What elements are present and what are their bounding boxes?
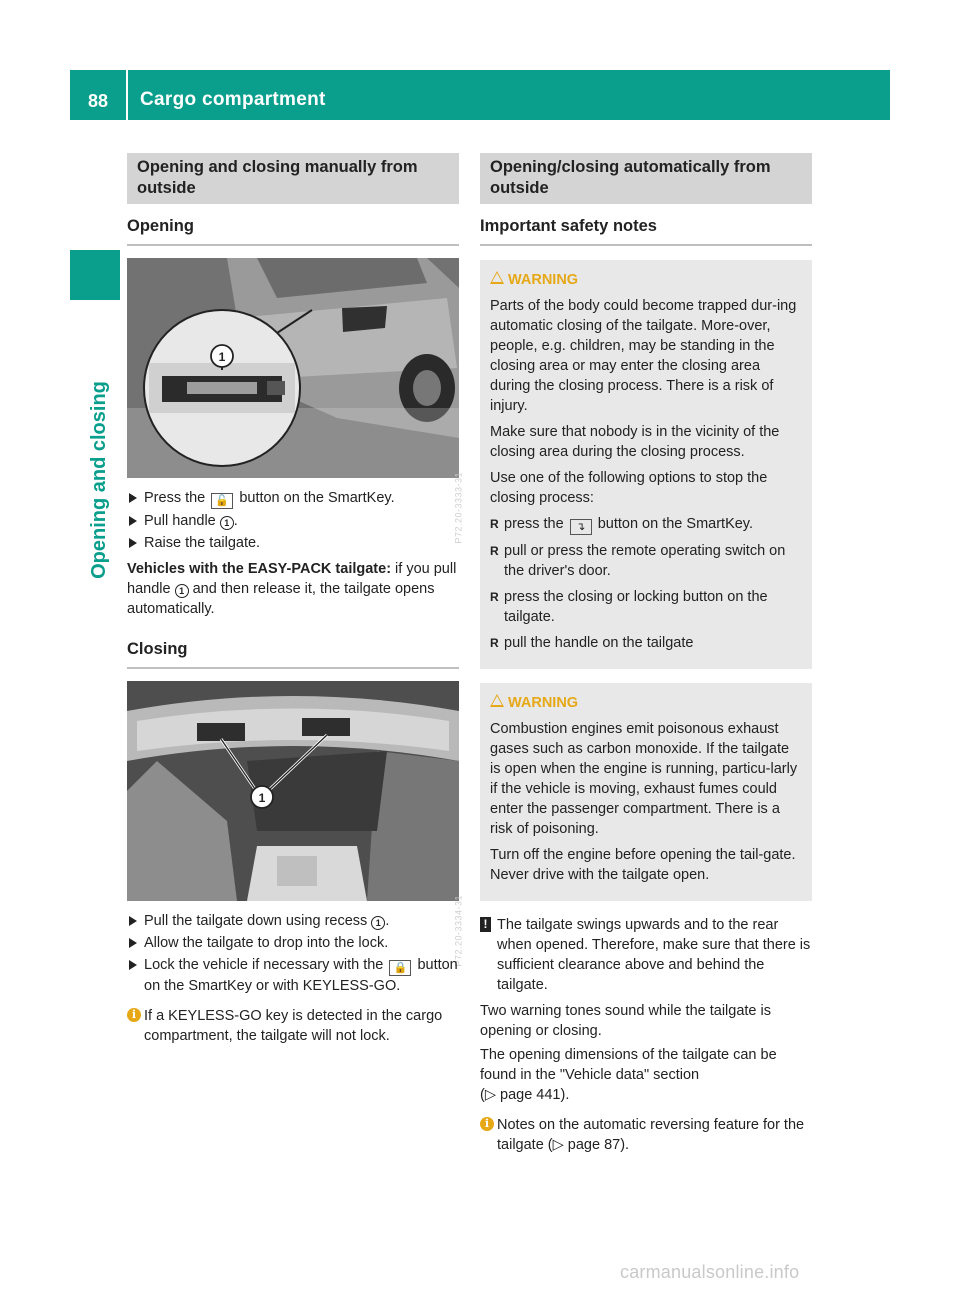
bullet-r-icon: R: [490, 517, 499, 531]
paragraph-dimensions: [480, 1045, 812, 1105]
header-divider: [126, 70, 128, 120]
bullet-text: button on the SmartKey.: [597, 516, 754, 532]
easy-pack-paragraph: [127, 559, 459, 619]
warning-triangle-icon: [490, 271, 504, 284]
paragraph-tones: Two warning tones sound while the tailgate is opening or closing.: [480, 1003, 771, 1039]
warning-bullet: [490, 633, 802, 653]
unlock-icon: 🔓: [211, 493, 233, 509]
bullet-text: press the closing or locking button on the tailgate.: [504, 589, 768, 625]
easy-pack-label: Vehicles with the EASY-PACK tailgate:: [127, 561, 392, 577]
easy-pack-text: if you pull handle: [127, 561, 457, 597]
warning-box-trapped: [480, 260, 812, 669]
callout-circle: 1: [220, 516, 234, 530]
side-tab-marker: [70, 250, 120, 300]
tailgate-button-icon: ↴: [570, 519, 592, 535]
step-arrow-icon: [129, 916, 137, 926]
step-arrow-icon: [129, 538, 137, 548]
step-text: button on the SmartKey or with KEYLESS-GO.: [144, 957, 458, 994]
warning-triangle-icon: [490, 694, 504, 707]
dimensions-text: The opening dimensions of the tailgate can be found in the "Vehicle data" section: [480, 1047, 777, 1083]
bullet-r-icon: R: [490, 636, 499, 650]
bullet-r-icon: R: [490, 544, 499, 558]
step-arrow-icon: [129, 938, 137, 948]
warning-text: Turn off the engine before opening the tail-gate. Never drive with the tailgate open.: [490, 847, 796, 883]
bullet-text: pull or press the remote operating switch on the driver's door.: [504, 543, 786, 579]
opening-callout: 1: [218, 350, 226, 364]
closing-callout: 1: [258, 791, 266, 805]
bullet-text: pull the handle on the tailgate: [504, 635, 694, 651]
step-arrow-icon: [129, 960, 137, 970]
step-text: Press the: [144, 490, 206, 506]
section-title-automatic: Opening/closing automatically from outside: [480, 153, 812, 204]
closing-step-2: [127, 933, 459, 953]
opening-photo-code: P72.20-3333-31: [454, 472, 464, 544]
warning-title: [490, 693, 802, 713]
step-arrow-icon: [129, 516, 137, 526]
closing-photo-code: P72.20-3334-31: [454, 895, 464, 967]
lock-icon: 🔒: [389, 960, 411, 976]
opening-step-1: [127, 488, 459, 509]
info-text: If a KEYLESS-GO key is detected in the cargo compartment, the tailgate will not lock.: [144, 1008, 443, 1044]
callout-circle: 1: [175, 584, 189, 598]
easy-pack-text: and then release it, the tailgate opens automatically.: [127, 581, 435, 617]
warning-text: Use one of the following options to stop the closing process:: [490, 470, 768, 506]
bullet-r-icon: R: [490, 590, 499, 604]
warning-label: WARNING: [508, 272, 579, 288]
warning-label: WARNING: [508, 695, 579, 711]
step-text: Allow the tailgate to drop into the lock.: [144, 935, 389, 951]
step-text: Pull the tailgate down using recess: [144, 913, 368, 929]
info-text: Notes on the automatic reversing feature for the tailgate (▷ page 87).: [497, 1117, 805, 1153]
page-reference-link[interactable]: (▷ page 441).: [480, 1087, 570, 1103]
closing-step-3: [127, 955, 459, 996]
warning-text: Parts of the body could become trapped dur-ing automatic closing of the tailgate. More-over, people, e.g. children, may be standing in the closing area or may enter the closing area during the closing process. There is a risk of injury.: [490, 298, 797, 414]
step-arrow-icon: [129, 493, 137, 503]
step-text: .: [385, 913, 390, 929]
warning-title: [490, 270, 802, 290]
warning-box-exhaust: [480, 683, 812, 901]
opening-photo-illustration: [127, 258, 459, 478]
closing-step-1: [127, 911, 459, 931]
warning-text: Make sure that nobody is in the vicinity of the closing area during the closing process.: [490, 424, 780, 460]
exclamation-icon: !: [480, 917, 491, 932]
step-text: button on the SmartKey.: [239, 490, 395, 506]
info-icon: i: [127, 1008, 141, 1022]
callout-circle: 1: [371, 916, 385, 930]
caution-text: The tailgate swings upwards and to the rear when opened. Therefore, make sure that there is sufficient clearance above and behind the tailgate.: [497, 917, 811, 993]
footer-watermark: carmanualsonline.info: [620, 1262, 800, 1282]
warning-bullet: [490, 541, 802, 581]
subheading-opening: Opening: [127, 216, 459, 246]
step-text: Lock the vehicle if necessary with the: [144, 957, 384, 973]
warning-bullet: [490, 514, 802, 535]
bullet-text: press the: [504, 516, 564, 532]
opening-step-2: [127, 511, 459, 531]
subheading-closing: Closing: [127, 639, 459, 669]
warning-text: Combustion engines emit poisonous exhaust gases such as carbon monoxide. If the tailgate is open when the engine is running, particu-larly if the vehicle is moving, exhaust fumes could enter the passenger compartment. There is a risk of poisoning.: [490, 721, 798, 837]
section-title-manual: Opening and closing manually from outside: [127, 153, 459, 204]
info-icon: i: [480, 1117, 494, 1131]
info-note-reversing: [480, 1115, 812, 1155]
opening-step-3: [127, 533, 459, 553]
side-tab-label: Opening and closing: [88, 381, 110, 579]
left-column: [127, 153, 464, 1046]
right-column: [480, 153, 812, 1155]
warning-bullet: [490, 587, 802, 627]
subheading-safety: Important safety notes: [480, 216, 812, 246]
page-title: Cargo compartment: [140, 89, 326, 110]
step-text: Pull handle: [144, 513, 216, 529]
info-note-keyless: [127, 1006, 459, 1046]
closing-photo-illustration: [127, 681, 459, 901]
step-text: .: [233, 513, 238, 529]
step-text: Raise the tailgate.: [144, 535, 261, 551]
page-number: 88: [87, 91, 109, 111]
caution-note: [480, 915, 812, 995]
